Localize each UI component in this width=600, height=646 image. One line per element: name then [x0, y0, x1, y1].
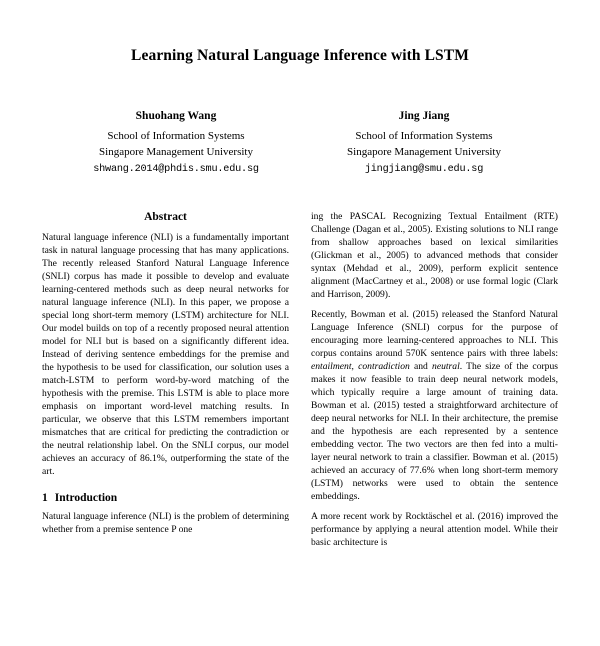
- right-column: [311, 211, 558, 550]
- author-name: Shuohang Wang: [135, 110, 217, 123]
- para2-emphasis-neutral: neutral: [432, 361, 460, 372]
- author-email: shwang.2014@phdis.smu.edu.sg: [93, 163, 259, 175]
- author-affiliation-line2: Singapore Management University: [99, 146, 253, 159]
- left-column: [42, 211, 289, 550]
- paper-page: [0, 46, 600, 646]
- right-paragraph-3: A more recent work by Rocktäschel et al. (2016) improved the performance by applying a neural attention model. While their basic architecture is: [311, 510, 558, 548]
- para2-emphasis-entailment: entailment: [311, 361, 352, 372]
- author-2: [300, 108, 548, 177]
- author-affiliation-line1: School of Information Systems: [107, 130, 245, 143]
- para2-emphasis-contradiction: contradiction: [358, 361, 410, 372]
- body-columns: [0, 211, 600, 550]
- abstract-heading: Abstract: [144, 211, 187, 224]
- introduction-number: 1: [42, 491, 48, 504]
- para2-pre: Recently, Bowman et al. (2015) released the Stanford Natural Language Inference (SNLI) corpus for the purpose of encouraging more learning-centered approaches to NLI. This corpus contains around 570K sentence pairs with three labels:: [311, 309, 558, 360]
- para2-mid1: ,: [351, 361, 359, 372]
- author-email: jingjiang@smu.edu.sg: [364, 163, 484, 175]
- author-block: [0, 108, 600, 177]
- author-affiliation-line1: School of Information Systems: [355, 130, 493, 143]
- introduction-text: Natural language inference (NLI) is the problem of determining whether from a premise sentence P one: [42, 510, 289, 535]
- author-1: [52, 108, 300, 177]
- para2-post: . The size of the corpus makes it now feasible to train deep neural network models, which typically require a large amount of training data. Bowman et al. (2015) tested a straightforward architecture of deep neural networks for NLI. In their architecture, the premise and the hypothesis are each represented by a sentence embedding vector. The two vectors are then fed into a multi-layer neural network to train a classifier. Bowman et al. (2015) achieved an accuracy of 77.6% when long short-term memory (LSTM) networks were used to obtain the sentence embeddings.: [311, 361, 559, 502]
- page-title: Learning Natural Language Inference with LSTM: [131, 47, 469, 64]
- abstract-text: Natural language inference (NLI) is a fundamentally important task in natural language processing that has many applications. The recently released Stanford Natural Language Inference (SNLI) corpus has made it possible to develop and evaluate learning-centered methods such as deep neural networks for natural language inference (NLI). In this paper, we propose a special long short-term memory (LSTM) architecture for NLI. Our model builds on top of a recently proposed neural attention model for NLI but is based on a significantly different idea. Instead of deriving sentence embeddings for the premise and the hypothesis to be used for classification, our solution uses a match-LSTM to perform word-by-word matching of the hypothesis with the premise. This LSTM is able to place more emphasis on important word-level matching results. In particular, we observe that this LSTM remembers important mismatches that are critical for predicting the contradiction or the neutral relationship label. On the SNLI corpus, our model achieves an accuracy of 86.1%, outperforming the state of the art.: [42, 232, 289, 477]
- author-affiliation-line2: Singapore Management University: [347, 146, 501, 159]
- para2-mid2: and: [409, 361, 433, 372]
- right-paragraph-1: ing the PASCAL Recognizing Textual Entailment (RTE) Challenge (Dagan et al., 2005). Existing solutions to NLI range from shallow approaches based on lexical similarities (Glickman et al., 2005) to advanced methods that consider syntax (Mehdad et al., 2009), perform explicit sentence alignment (MacCartney et al., 2008) or use formal logic (Clark and Harrison, 2009).: [311, 211, 558, 301]
- introduction-label: Introduction: [54, 491, 118, 504]
- right-paragraph-2: [311, 309, 558, 504]
- introduction-heading: [42, 492, 289, 504]
- author-name: Jing Jiang: [398, 110, 450, 123]
